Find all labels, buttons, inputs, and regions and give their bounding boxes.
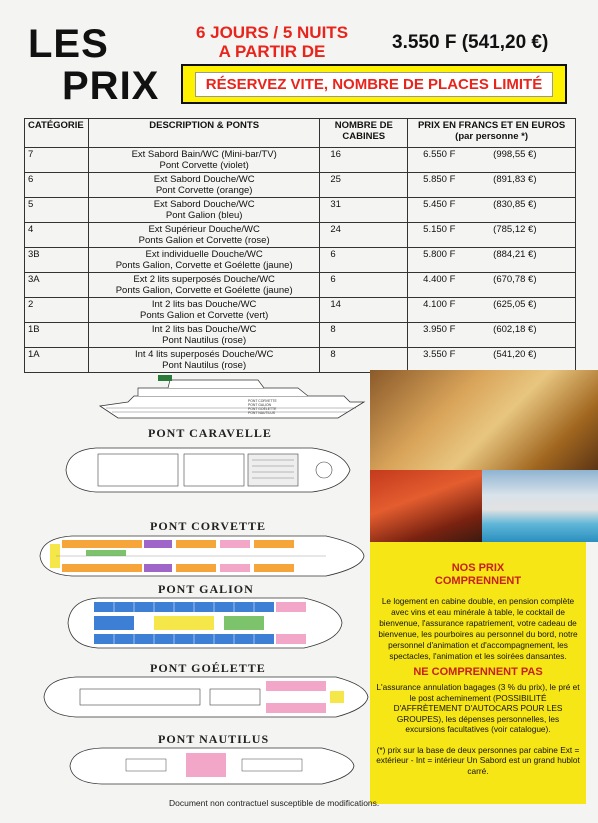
cell-description-line2: Ponts Galion, Corvette et Goélette (jaune) [115, 260, 293, 271]
cell-description-line1: Ext Supérieur Douche/WC [148, 224, 260, 235]
price-table [24, 118, 576, 373]
cell-description-line2: Pont Galion (bleu) [165, 210, 243, 221]
table-header-row [25, 119, 576, 148]
cell-category: 1A [25, 348, 89, 373]
col-header-description: DESCRIPTION & PONTS [88, 119, 319, 148]
cell-price-francs: 6.550 F [423, 149, 456, 160]
table-row [25, 273, 576, 298]
cell-cabins: 8 [320, 348, 408, 373]
cell-description-line2: Pont Corvette (violet) [159, 160, 249, 171]
excluded-title: NE COMPRENNENT PAS [413, 666, 543, 678]
cell-price-francs: 5.450 F [423, 199, 456, 210]
cell-description [88, 323, 319, 348]
cabin-photo [370, 370, 598, 470]
cell-price [408, 173, 576, 198]
page-title-line1: LES [28, 22, 109, 66]
table-row [25, 173, 576, 198]
cell-cabins: 25 [320, 173, 408, 198]
cell-price-euros: (541,20 €) [493, 349, 537, 360]
cell-price [408, 248, 576, 273]
cell-description-line1: Int 4 lits superposés Douche/WC [134, 349, 274, 360]
cell-description [88, 298, 319, 323]
table-row [25, 248, 576, 273]
footnote: (*) prix sur la base de deux personnes par cabine Ext = extérieur - Int = intérieur Un Sabord est un grand hublot carré. [376, 744, 580, 776]
svg-text:PONT CORVETTE: PONT CORVETTE [248, 399, 277, 403]
cell-price-euros: (884,21 €) [493, 249, 537, 260]
cell-category: 4 [25, 223, 89, 248]
cell-category: 2 [25, 298, 89, 323]
duration-text [172, 23, 372, 61]
cell-cabins: 31 [320, 198, 408, 223]
duration-line2: A PARTIR DE [218, 42, 326, 61]
bar-photo [370, 470, 482, 542]
cell-price [408, 223, 576, 248]
banner-text: RÉSERVEZ VITE, NOMBRE DE PLACES LIMITÉ [195, 72, 553, 97]
deck-label-corvette: PONT CORVETTE [150, 519, 267, 533]
deck-label-galion: PONT GALION [158, 582, 254, 596]
cell-description [88, 348, 319, 373]
svg-text:PONT GOÉLETTE: PONT GOÉLETTE [248, 407, 277, 411]
table-row [25, 198, 576, 223]
deck-plan-nautilus [66, 745, 356, 787]
cell-cabins: 14 [320, 298, 408, 323]
deck-plan-caravelle [62, 442, 352, 498]
table-row [25, 148, 576, 173]
cell-cabins: 6 [320, 248, 408, 273]
cell-description-line2: Pont Nautilus (rose) [162, 360, 247, 371]
cell-description-line1: Int 2 lits bas Douche/WC [151, 324, 257, 335]
booking-banner [181, 64, 567, 104]
deck-plan-corvette [36, 532, 366, 580]
cell-price-francs: 5.150 F [423, 224, 456, 235]
cell-description-line2: Pont Nautilus (rose) [162, 335, 247, 346]
cell-description [88, 273, 319, 298]
cell-description [88, 223, 319, 248]
cell-price-francs: 4.100 F [423, 299, 456, 310]
cell-category: 3B [25, 248, 89, 273]
cell-price-euros: (830,85 €) [493, 199, 537, 210]
table-row [25, 223, 576, 248]
deck-label-goelette: PONT GOÉLETTE [150, 661, 266, 675]
cell-price [408, 148, 576, 173]
deck-label-caravelle: PONT CARAVELLE [148, 426, 272, 440]
table-row [25, 348, 576, 373]
cell-price-euros: (625,05 €) [493, 299, 537, 310]
pool-photo [482, 470, 598, 542]
svg-text:PONT NAUTILUS: PONT NAUTILUS [248, 411, 276, 415]
deck-label-nautilus: PONT NAUTILUS [158, 732, 270, 746]
cell-description [88, 148, 319, 173]
cell-price [408, 323, 576, 348]
cell-category: 1B [25, 323, 89, 348]
cell-cabins: 16 [320, 148, 408, 173]
info-box [370, 542, 586, 804]
excluded-text: L'assurance annulation bagages (3 % du prix), le pré et le post acheminement (POSSIBILITÉ D'AFFRÈTEMENT D'AUTOCARS POUR LES GROUPES), les dépenses personnelles, les excursions facultatives (voir catalogue). [376, 682, 580, 734]
cell-price-euros: (891,83 €) [493, 174, 537, 185]
starting-price: 3.550 F (541,20 €) [392, 32, 549, 53]
included-text: Le logement en cabine double, en pension complète avec vins et eau minérale à table, le cocktail de bienvenue, l'assurance rapatriement, votre cadeau de bienvenue, les pourboires au personnel du bord, notre personnel d'animation et d'accompagnement, les spectacles, l'animation et les soirées dansantes. [378, 596, 578, 661]
cell-description-line1: Ext Sabord Douche/WC [153, 174, 255, 185]
cell-price-francs: 4.400 F [423, 274, 456, 285]
col-header-price [408, 119, 576, 148]
col-header-price-label: PRIX EN FRANCS ET EN EUROS [417, 120, 566, 131]
col-header-price-sub: (par personne *) [455, 131, 529, 142]
cell-description-line2: Ponts Galion et Corvette (rose) [138, 235, 270, 246]
cell-description-line2: Pont Corvette (orange) [155, 185, 253, 196]
cell-price [408, 198, 576, 223]
cell-description [88, 173, 319, 198]
ship-profile [98, 372, 368, 422]
svg-text:PONT GALION: PONT GALION [248, 403, 272, 407]
cell-price-euros: (602,18 €) [493, 324, 537, 335]
cell-cabins: 6 [320, 273, 408, 298]
cell-price-francs: 3.950 F [423, 324, 456, 335]
cell-category: 7 [25, 148, 89, 173]
cell-description-line2: Ponts Galion, Corvette et Goélette (jaune) [115, 285, 293, 296]
cell-description-line1: Ext 2 lits superposés Douche/WC [133, 274, 275, 285]
duration-line1: 6 JOURS / 5 NUITS [195, 23, 349, 42]
included-title: NOS PRIX COMPRENNENT [434, 562, 522, 587]
cell-cabins: 24 [320, 223, 408, 248]
cell-category: 6 [25, 173, 89, 198]
cell-price-euros: (670,78 €) [493, 274, 537, 285]
deck-plan-goelette [40, 673, 370, 721]
cell-description [88, 198, 319, 223]
cell-price-francs: 5.800 F [423, 249, 456, 260]
cell-price-francs: 5.850 F [423, 174, 456, 185]
col-header-cabins: NOMBRE DE CABINES [320, 119, 408, 148]
cell-description-line1: Ext Sabord Douche/WC [153, 199, 255, 210]
cell-price-euros: (998,55 €) [493, 149, 537, 160]
cell-category: 5 [25, 198, 89, 223]
disclaimer: Document non contractuel susceptible de modifications. [169, 798, 380, 808]
cell-description-line1: Ext Sabord Bain/WC (Mini-bar/TV) [131, 149, 277, 160]
cell-description-line1: Ext individuelle Douche/WC [145, 249, 263, 260]
page-title-line2: PRIX [62, 64, 160, 108]
cell-description [88, 248, 319, 273]
cell-price-francs: 3.550 F [423, 349, 456, 360]
cell-description-line1: Int 2 lits bas Douche/WC [151, 299, 257, 310]
cell-price-euros: (785,12 €) [493, 224, 537, 235]
deck-plan-galion [64, 594, 344, 652]
cell-price [408, 273, 576, 298]
cell-price [408, 298, 576, 323]
table-row [25, 323, 576, 348]
cell-description-line2: Ponts Galion et Corvette (vert) [140, 310, 269, 321]
cell-price [408, 348, 576, 373]
table-row [25, 298, 576, 323]
col-header-category: CATÉGORIE [25, 119, 89, 148]
cell-cabins: 8 [320, 323, 408, 348]
cell-category: 3A [25, 273, 89, 298]
